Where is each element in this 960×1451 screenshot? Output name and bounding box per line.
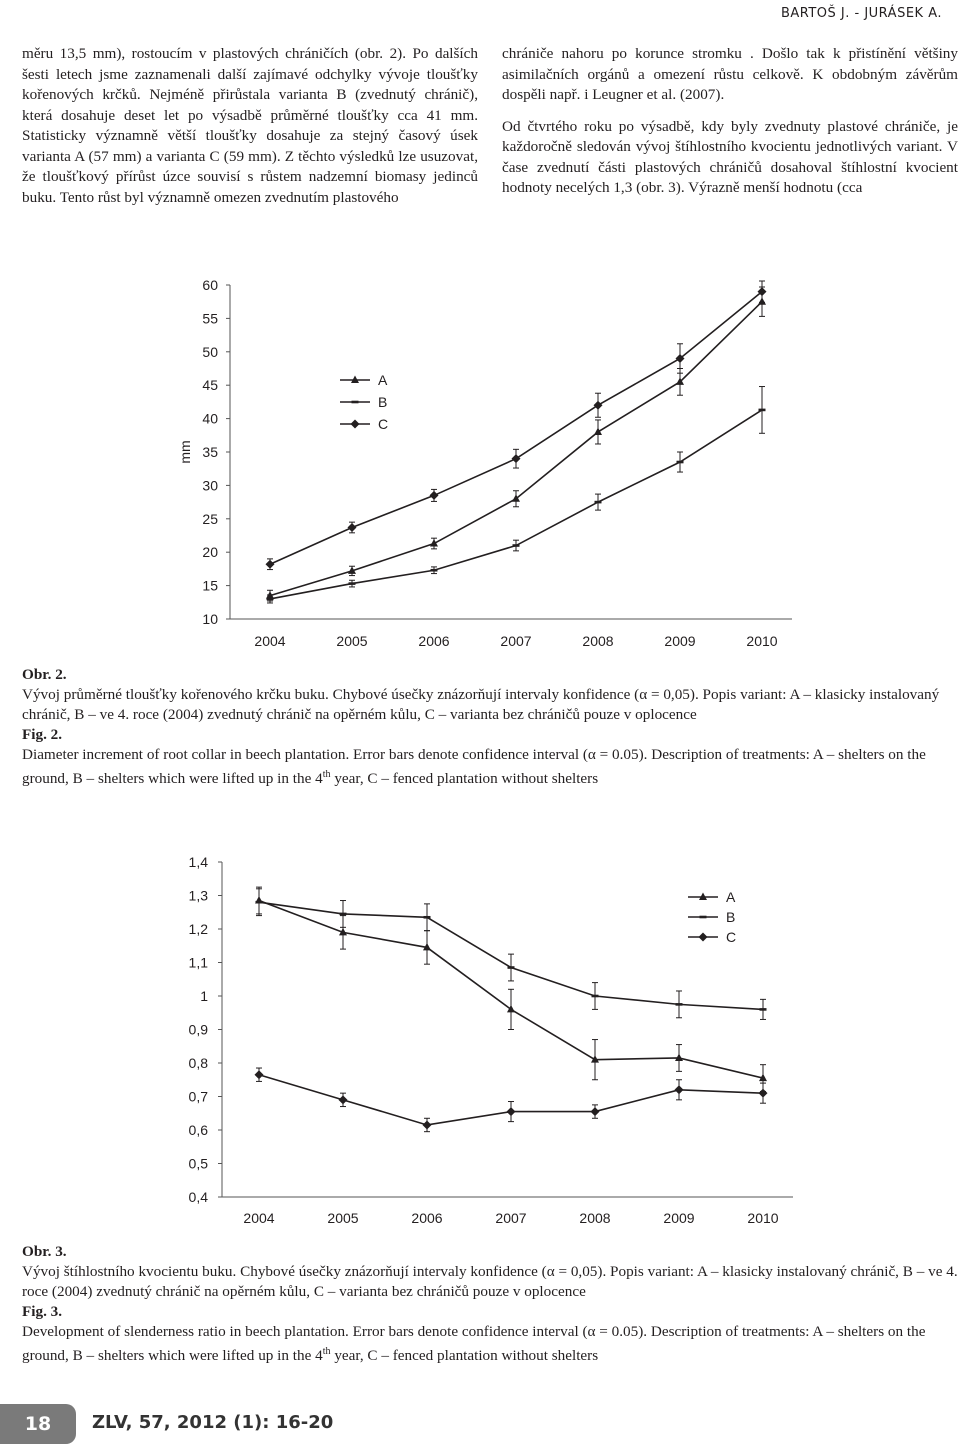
y-tick-label: 1 bbox=[200, 988, 208, 1004]
data-point-B bbox=[256, 901, 263, 904]
x-tick-label: 2009 bbox=[664, 633, 696, 649]
caption-label: Fig. 2. bbox=[22, 726, 63, 743]
y-tick-label: 60 bbox=[202, 277, 218, 293]
data-point-B bbox=[267, 598, 274, 601]
caption-text-en: Development of slenderness ratio in beech plantation. Error bars denote confidence interval (α = 0.05). Description of treatments: A – shelters on the ground, B – shelters which were lifted up in the 4th year, C – fenced plantation without shelters bbox=[22, 1323, 926, 1365]
data-point-C bbox=[512, 454, 521, 463]
y-tick-label: 30 bbox=[202, 477, 218, 494]
legend-label: C bbox=[378, 416, 389, 432]
figure-2-chart bbox=[0, 262, 960, 662]
x-tick-label: 2006 bbox=[418, 633, 450, 649]
legend-label: A bbox=[726, 889, 736, 905]
data-point-C bbox=[423, 1120, 432, 1129]
y-tick-label: 0,4 bbox=[188, 1189, 208, 1205]
caption-text-cz: Vývoj průměrné tloušťky kořenového krčku buku. Chybové úsečky znázorňují intervaly konfidence (α = 0,05). Popis variant: A – klasicky instalovaný chránič, B – ve 4. roce (2004) zvednutý chránič na opěrném kůlu, C – varianta bez chráničů pouze v oplocence bbox=[22, 686, 940, 723]
y-tick-label: 35 bbox=[202, 444, 218, 460]
y-tick-label: 1,2 bbox=[188, 921, 208, 937]
data-point-A bbox=[507, 1005, 515, 1013]
data-point-A bbox=[594, 427, 602, 435]
data-point-B bbox=[513, 544, 520, 547]
caption-text-en: Diameter increment of root collar in beech plantation. Error bars denote confidence interval (α = 0.05). Description of treatments: A – shelters on the ground, B – shelters which were lifted up in the 4th year, C – fenced plantation without shelters bbox=[22, 746, 926, 788]
data-point-C bbox=[591, 1107, 600, 1116]
x-tick-label: 2004 bbox=[254, 633, 286, 649]
data-point-B bbox=[592, 995, 599, 998]
data-point-C bbox=[339, 1095, 348, 1104]
data-point-B bbox=[677, 461, 684, 464]
y-tick-label: 15 bbox=[202, 577, 218, 594]
y-tick-label: 0,8 bbox=[188, 1055, 208, 1071]
data-point-A bbox=[512, 494, 520, 502]
y-tick-label: 55 bbox=[202, 310, 218, 327]
data-point-B bbox=[508, 966, 515, 969]
figure-2-svg bbox=[0, 262, 960, 662]
data-point-C bbox=[348, 523, 357, 532]
page-number: 18 bbox=[0, 1404, 76, 1444]
series-line-C bbox=[270, 292, 762, 565]
y-axis-label: mm bbox=[177, 440, 193, 464]
legend-label: C bbox=[726, 929, 737, 945]
caption-label: Obr. 3. bbox=[22, 1243, 67, 1260]
x-tick-label: 2005 bbox=[327, 1210, 359, 1226]
y-tick-label: 0,7 bbox=[188, 1088, 208, 1105]
body-column-left bbox=[22, 44, 478, 219]
legend-marker bbox=[699, 933, 708, 942]
series-line-A bbox=[270, 302, 762, 596]
data-point-B bbox=[424, 916, 431, 919]
data-point-B bbox=[759, 409, 766, 412]
figure-3-svg bbox=[0, 842, 960, 1237]
caption-text-cz: Vývoj štíhlostního kvocientu buku. Chybové úsečky znázorňují intervaly konfidence (α = 0,05). Popis variant: A – klasicky instalovaný chránič, B – ve 4. roce (2004) zvednutý chránič na opěrném kůlu, C – varianta bez chráničů pouze v oplocence bbox=[22, 1263, 958, 1300]
y-tick-label: 40 bbox=[202, 410, 218, 427]
paragraph: chrániče nahoru po korunce stromku . Došlo tak k přistínění většiny asimilačních orgánů a omezení růstu celkově. K obdobným závěrům dospěli např. i Leugner et al. (2007). bbox=[502, 45, 958, 103]
x-tick-label: 2008 bbox=[582, 633, 614, 649]
y-tick-label: 25 bbox=[202, 510, 218, 527]
x-tick-label: 2010 bbox=[747, 1210, 779, 1226]
y-tick-label: 50 bbox=[202, 343, 218, 360]
data-point-B bbox=[340, 913, 347, 916]
y-tick-label: 10 bbox=[202, 611, 218, 627]
legend-label: B bbox=[726, 909, 736, 925]
x-tick-label: 2009 bbox=[663, 1210, 695, 1226]
data-point-C bbox=[594, 401, 603, 410]
data-point-B bbox=[595, 501, 602, 504]
data-point-B bbox=[431, 569, 438, 572]
legend-marker bbox=[351, 420, 360, 429]
paragraph: Od čtvrtého roku po výsadbě, kdy byly zvednuty plastové chrániče, je každoročně sledován vývoj štíhlostního kvocientu jednotlivých variant. V čase zvednutí části plastových chráničů dosahoval štíhlostní kvocient hodnoty necelých 1,3 (obr. 3). Výrazně menší hodnotu (cca bbox=[502, 117, 958, 196]
paragraph: měru 13,5 mm), rostoucím v plastových chráničích (obr. 2). Po dalších šesti letech jsme zaznamenali další zajímavé odchylky vývoje tloušťky kořenových krčků. Nejméně přirůstala varianta B (zvednutý chránič), která dosahuje deset let po výsadbě průměrné tloušťky cca 41 mm. Statisticky významně větší tloušťky dosahuje za stejný časový úsek varianta A (57 mm) a varianta C (59 mm). Z těchto výsledků lze usuzovat, že tloušťkový přírůst úzce souvisí s růstem nadzemní biomasy jedinců buku. Tento růst byl významně omezen zvednutím plastového bbox=[22, 45, 478, 206]
caption-label: Fig. 3. bbox=[22, 1303, 63, 1320]
x-tick-label: 2010 bbox=[746, 633, 778, 649]
y-tick-label: 0,6 bbox=[188, 1122, 208, 1138]
x-tick-label: 2007 bbox=[495, 1210, 527, 1226]
journal-reference: ZLV, 57, 2012 (1): 16-20 bbox=[92, 1412, 334, 1433]
data-point-B bbox=[676, 1003, 683, 1006]
figure-2-caption bbox=[22, 665, 960, 789]
x-tick-label: 2008 bbox=[579, 1210, 611, 1226]
y-tick-label: 1,3 bbox=[188, 887, 208, 904]
y-tick-label: 1,1 bbox=[188, 954, 208, 971]
y-tick-label: 0,5 bbox=[188, 1155, 208, 1172]
data-point-C bbox=[255, 1070, 264, 1079]
data-point-B bbox=[349, 582, 356, 585]
y-tick-label: 1,4 bbox=[188, 854, 208, 870]
data-point-C bbox=[759, 1089, 768, 1098]
data-point-C bbox=[675, 1085, 684, 1094]
y-tick-label: 0,9 bbox=[188, 1021, 208, 1038]
data-point-A bbox=[675, 1053, 683, 1061]
caption-label: Obr. 2. bbox=[22, 666, 67, 683]
x-tick-label: 2006 bbox=[411, 1210, 443, 1226]
data-point-C bbox=[430, 491, 439, 500]
figure-3-chart bbox=[0, 842, 960, 1237]
legend-label: B bbox=[378, 394, 388, 410]
data-point-C bbox=[507, 1107, 516, 1116]
legend-marker bbox=[700, 916, 707, 919]
figure-3-caption bbox=[22, 1242, 960, 1366]
body-column-right bbox=[502, 44, 958, 210]
x-tick-label: 2004 bbox=[243, 1210, 275, 1226]
running-header-author: BARTOŠ J. - JURÁSEK A. bbox=[780, 6, 942, 21]
x-tick-label: 2005 bbox=[336, 633, 368, 649]
legend-marker bbox=[352, 401, 359, 404]
legend-label: A bbox=[378, 372, 388, 388]
y-tick-label: 20 bbox=[202, 544, 218, 561]
data-point-C bbox=[266, 560, 275, 569]
data-point-B bbox=[760, 1008, 767, 1011]
y-tick-label: 45 bbox=[202, 377, 218, 394]
x-tick-label: 2007 bbox=[500, 633, 532, 649]
